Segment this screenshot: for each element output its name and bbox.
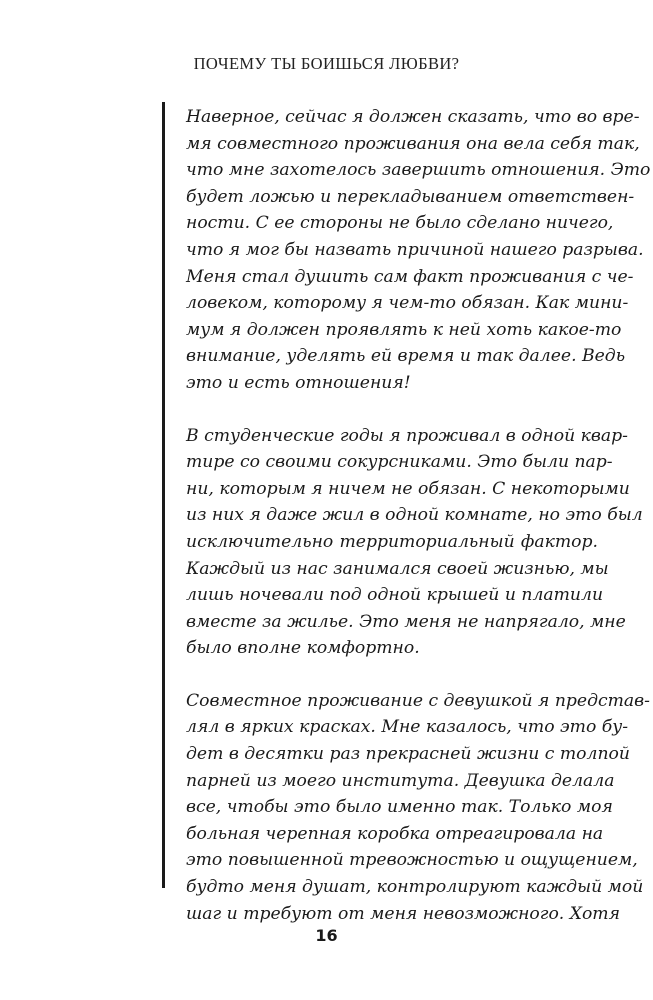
body-text [186, 104, 651, 953]
text-line: мя совместного проживания она вела себя так, [186, 133, 640, 154]
text-line: было вполне комфортно. [186, 638, 420, 659]
text-line: ности. С ее стороны не было сделано ничего, [186, 213, 614, 234]
text-line: шаг и требуют от меня невозможного. Хотя [186, 903, 620, 924]
text-line: Наверное, сейчас я должен сказать, что во вре- [186, 107, 640, 127]
text-line: В студенческие годы я проживал в одной квар- [186, 425, 628, 446]
running-head: ПОЧЕМУ ТЫ БОИШЬСЯ ЛЮБВИ? [193, 54, 460, 73]
text-line: будет ложью и перекладыванием ответствен- [186, 186, 635, 207]
text-line: Меня стал душить сам факт проживания с че- [186, 266, 634, 287]
text-line: тире со своими сокурсниками. Это были пар- [186, 452, 613, 473]
text-line: это и есть отношения! [186, 372, 411, 393]
text-line: Каждый из нас занимался своей жизнью, мы [186, 558, 609, 579]
text-line: ловеком, которому я чем-то обязан. Как мини- [186, 293, 629, 314]
text-line: исключительно территориальный фактор. [186, 531, 598, 552]
text-line: мум я должен проявлять к ней хоть какое-то [186, 319, 622, 340]
text-line: что я мог бы назвать причиной нашего разрыва. [186, 239, 644, 260]
text-line: лял в ярких красках. Мне казалось, что это бу- [186, 717, 629, 738]
page-number: 16 [315, 926, 338, 945]
margin-rule [162, 102, 165, 888]
text-line: будто меня душат, контролируют каждый мой [186, 877, 644, 898]
text-line: парней из моего института. Девушка делала [186, 770, 615, 791]
text-line: все, чтобы это было именно так. Только моя [186, 797, 613, 818]
text-line: дет в десятки раз прекрасней жизни с толпой [186, 744, 630, 765]
text-line: больная черепная коробка отреагировала на [186, 823, 604, 844]
paragraph-2 [186, 423, 643, 662]
text-line: это повышенной тревожностью и ощущением, [186, 850, 638, 871]
text-line: вместе за жилье. Это меня не напрягало, мне [186, 611, 626, 632]
text-line: что мне захотелось завершить отношения. Это [186, 160, 651, 181]
text-line: внимание, уделять ей время и так далее. Ведь [186, 346, 626, 367]
text-line: ни, которым я ничем не обязан. С некоторыми [186, 478, 630, 499]
paragraph-1 [186, 104, 651, 397]
paragraph-3 [186, 688, 650, 927]
text-line: Совместное проживание с девушкой я представ- [186, 690, 650, 711]
text-line: из них я даже жил в одной комнате, но это был [186, 505, 643, 526]
text-line: лишь ночевали под одной крышей и платили [186, 585, 604, 606]
